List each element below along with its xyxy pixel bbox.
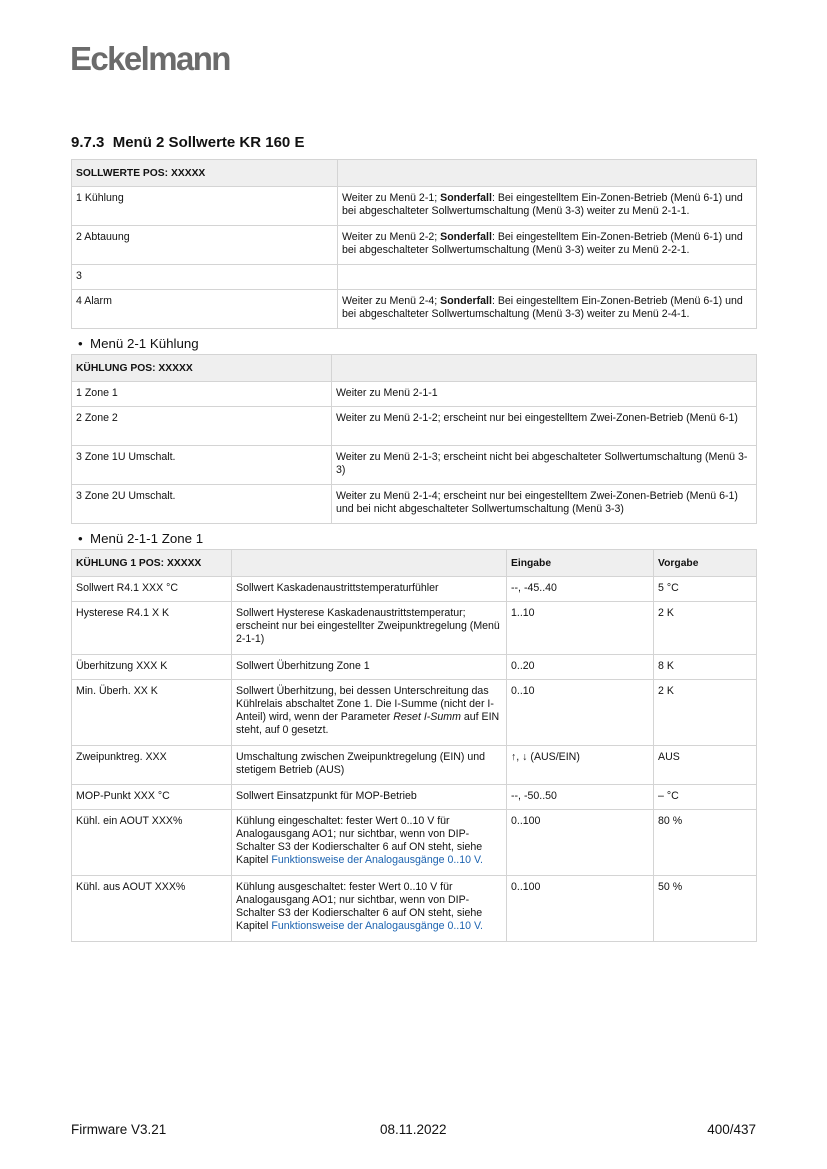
row-default: 5 °C [654,577,757,602]
row-description: Weiter zu Menü 2-1-1 [332,382,757,407]
row-label: 1 Zone 1 [72,382,332,407]
company-logo: Eckelmann [70,40,230,77]
row-label: Kühl. ein AOUT XXX% [72,810,232,876]
row-label: Hysterese R4.1 X K [72,602,232,655]
row-description: Sollwert Kaskadenaustrittstemperaturfühler [232,577,507,602]
row-description [338,265,757,290]
row-default: 2 K [654,680,757,746]
row-label: Sollwert R4.1 XXX °C [72,577,232,602]
row-label: 3 Zone 2U Umschalt. [72,485,332,524]
row-description: Kühlung eingeschaltet: fester Wert 0..10 V für Analogausgang AO1; nur sichtbar, wenn von DIP-Schalter S3 der Kodierschalter 6 auf ON steht, siehe Kapitel Funktionsweise der Analogausgänge 0..10 V. [232,810,507,876]
row-default: 8 K [654,655,757,680]
table-row [72,746,757,785]
table-row [72,810,757,876]
kuehlung-zone1-table [71,549,757,942]
table-header-row [72,550,757,577]
row-input: --, -50..50 [507,785,654,810]
row-description: Sollwert Hysterese Kaskadenaustrittstemperatur; erscheint nur bei eingestellter Zweipunktregelung (Menü 2-1-1) [232,602,507,655]
row-input: ↑, ↓ (AUS/EIN) [507,746,654,785]
table-row [72,265,757,290]
table-row [72,602,757,655]
row-label: 1 Kühlung [72,187,338,226]
table-row [72,446,757,485]
kuehlung-table [71,354,757,524]
table-row [72,577,757,602]
row-label: 2 Zone 2 [72,407,332,446]
row-label: MOP-Punkt XXX °C [72,785,232,810]
bullet-menu-2-1: • Menü 2-1 Kühlung [78,336,199,351]
table-header-cell [332,355,757,382]
table-header-cell: Vorgabe [654,550,757,577]
row-label: 3 Zone 1U Umschalt. [72,446,332,485]
table-row [72,485,757,524]
table-header-cell: SOLLWERTE POS: XXXXX [72,160,338,187]
row-description: Weiter zu Menü 2-2; Sonderfall: Bei eingestelltem Ein-Zonen-Betrieb (Menü 6-1) und bei abgeschalteter Sollwertumschaltung (Menü 3-3) weiter zu Menü 2-2-1. [338,226,757,265]
table-header-cell: KÜHLUNG POS: XXXXX [72,355,332,382]
row-label: 4 Alarm [72,290,338,329]
table-row [72,680,757,746]
chapter-link[interactable]: Funktionsweise der Analogausgänge 0..10 V. [271,854,483,866]
table-header-cell: Eingabe [507,550,654,577]
table-row [72,876,757,942]
section-number: 9.7.3 [71,134,105,151]
table-row [72,226,757,265]
row-default: AUS [654,746,757,785]
footer-firmware: Firmware V3.21 [71,1122,167,1137]
row-default: 80 % [654,810,757,876]
table-header-row [72,355,757,382]
row-label: Zweipunktreg. XXX [72,746,232,785]
row-default: 2 K [654,602,757,655]
table-row [72,785,757,810]
row-description: Weiter zu Menü 2-1-4; erscheint nur bei eingestelltem Zwei-Zonen-Betrieb (Menü 6-1) und bei nicht abgeschalteter Sollwertumschaltung (Menü 3-3) [332,485,757,524]
table-header-row [72,160,757,187]
row-label: Min. Überh. XX K [72,680,232,746]
table-header-cell [232,550,507,577]
bullet-menu-2-1-1: • Menü 2-1-1 Zone 1 [78,531,204,546]
row-label: Kühl. aus AOUT XXX% [72,876,232,942]
footer-page-number: 400/437 [707,1122,756,1137]
table-row [72,655,757,680]
row-label: Überhitzung XXX K [72,655,232,680]
row-description: Sollwert Überhitzung, bei dessen Unterschreitung das Kühlrelais abschaltet Zone 1. Die I-Summe (nicht der I-Anteil) wird, wenn der Parameter Reset I-Summ auf EIN steht, auf 0 gesetzt. [232,680,507,746]
chapter-link[interactable]: Funktionsweise der Analogausgänge 0..10 V. [271,920,483,932]
row-description: Weiter zu Menü 2-1; Sonderfall: Bei eingestelltem Ein-Zonen-Betrieb (Menü 6-1) und bei abgeschalteter Sollwertumschaltung (Menü 3-3) weiter zu Menü 2-1-1. [338,187,757,226]
footer-date: 08.11.2022 [380,1122,447,1137]
section-title [71,134,304,151]
row-description: Weiter zu Menü 2-1-3; erscheint nicht bei abgeschalteter Sollwertumschaltung (Menü 3-3) [332,446,757,485]
row-default: 50 % [654,876,757,942]
row-input: 1..10 [507,602,654,655]
row-description: Umschaltung zwischen Zweipunktregelung (EIN) und stetigem Betrieb (AUS) [232,746,507,785]
table-row [72,382,757,407]
table-row [72,290,757,329]
table-row [72,187,757,226]
sollwerte-table [71,159,757,329]
row-default: – °C [654,785,757,810]
row-input: 0..100 [507,876,654,942]
row-label: 2 Abtauung [72,226,338,265]
row-input: 0..10 [507,680,654,746]
row-input: 0..20 [507,655,654,680]
table-header-cell: KÜHLUNG 1 POS: XXXXX [72,550,232,577]
table-header-cell [338,160,757,187]
row-description: Sollwert Überhitzung Zone 1 [232,655,507,680]
row-description: Kühlung ausgeschaltet: fester Wert 0..10 V für Analogausgang AO1; nur sichtbar, wenn von DIP-Schalter S3 der Kodierschalter 6 auf ON steht, siehe Kapitel Funktionsweise der Analogausgänge 0..10 V. [232,876,507,942]
row-description: Weiter zu Menü 2-4; Sonderfall: Bei eingestelltem Ein-Zonen-Betrieb (Menü 6-1) und bei abgeschalteter Sollwertumschaltung (Menü 3-3) weiter zu Menü 2-4-1. [338,290,757,329]
row-input: --, -45..40 [507,577,654,602]
section-heading: Menü 2 Sollwerte KR 160 E [112,134,305,151]
row-label: 3 [72,265,338,290]
table-row [72,407,757,446]
row-input: 0..100 [507,810,654,876]
row-description: Sollwert Einsatzpunkt für MOP-Betrieb [232,785,507,810]
row-description: Weiter zu Menü 2-1-2; erscheint nur bei eingestelltem Zwei-Zonen-Betrieb (Menü 6-1) [332,407,757,446]
